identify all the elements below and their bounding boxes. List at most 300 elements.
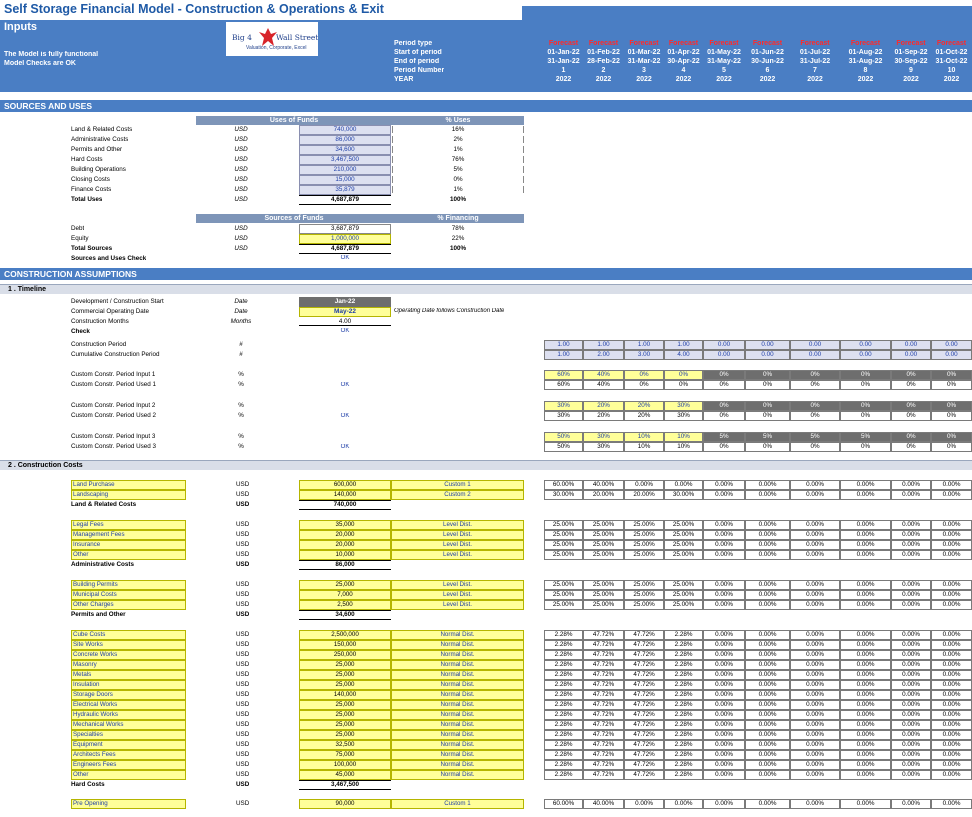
cost-item-currency: USD: [236, 521, 250, 528]
cost-item-cell: 0.00%: [840, 750, 891, 760]
cost-item-cell: 2.28%: [664, 650, 703, 660]
cost-item-cell: 0.00%: [931, 670, 972, 680]
cost-item-distribution[interactable]: Normal Dist.: [391, 730, 524, 740]
custom-input-cell[interactable]: 10%: [624, 432, 664, 442]
cost-item-label[interactable]: Pre Opening: [71, 799, 186, 809]
cost-item-cell: 0.00%: [891, 710, 931, 720]
cost-item-distribution[interactable]: Normal Dist.: [391, 680, 524, 690]
cost-item-cell: 0.00%: [840, 660, 891, 670]
cost-item-amount[interactable]: 250,000: [299, 650, 391, 660]
cost-item-cell: 0.00%: [790, 670, 840, 680]
cost-item-label[interactable]: Electrical Works: [71, 700, 186, 710]
period-cell: 1.00: [544, 350, 583, 360]
total-uses-label: Total Uses: [71, 196, 103, 203]
sources-label: Debt: [71, 225, 85, 232]
op-date-value[interactable]: May-22: [299, 307, 391, 317]
period-end: 30-Sep-22: [894, 58, 928, 65]
period-year: 2022: [675, 76, 692, 83]
cost-total-label: Administrative Costs: [71, 561, 134, 568]
cost-item-label[interactable]: Mechanical Works: [71, 720, 186, 730]
cost-item-cell: 25.00%: [624, 530, 664, 540]
cost-item-cell: 25.00%: [544, 520, 583, 530]
custom-input-cell[interactable]: 40%: [583, 370, 624, 380]
sources-currency: USD: [234, 225, 248, 232]
cost-item-cell: 0.00%: [891, 630, 931, 640]
cost-item-cell: 0.00%: [840, 630, 891, 640]
period-row-label: Start of period: [394, 49, 442, 56]
uses-amount: 15,000: [299, 175, 391, 185]
cost-item-cell: 0.00%: [703, 770, 745, 780]
period-row-label: End of period: [394, 58, 440, 65]
cost-item-distribution[interactable]: Custom 1: [391, 480, 524, 490]
cost-item-distribution[interactable]: Custom 1: [391, 799, 524, 809]
uses-percent: 0%: [392, 176, 524, 183]
cost-item-amount[interactable]: 75,000: [299, 750, 391, 760]
logo-text-1: Big 4: [232, 33, 252, 42]
cost-total-amount: 3,467,500: [299, 780, 391, 790]
cost-item-amount[interactable]: 32,500: [299, 740, 391, 750]
custom-input-cell: 0%: [891, 401, 931, 411]
cost-item-cell: 0.00%: [840, 600, 891, 610]
uses-percent: 1%: [392, 146, 524, 153]
cost-item-currency: USD: [236, 711, 250, 718]
custom-input-cell[interactable]: 30%: [544, 401, 583, 411]
period-cell: 0.00: [703, 340, 745, 350]
uses-percent: 16%: [392, 126, 524, 133]
cost-item-distribution[interactable]: Normal Dist.: [391, 740, 524, 750]
cost-item-cell: 47.72%: [583, 650, 624, 660]
cost-item-cell: 0.00%: [745, 670, 790, 680]
cost-item-cell: 0.00%: [840, 480, 891, 490]
cost-item-cell: 20.00%: [624, 490, 664, 500]
period-cell: 1.00: [624, 340, 664, 350]
cost-item-currency: USD: [236, 701, 250, 708]
period-type: Forecast: [850, 40, 881, 47]
cost-item-amount[interactable]: 140,000: [299, 690, 391, 700]
custom-used-cell: 60%: [544, 380, 583, 390]
cost-item-cell: 0.00%: [931, 480, 972, 490]
cost-item-label[interactable]: Insurance: [71, 540, 186, 550]
period-cell: 0.00: [891, 340, 931, 350]
cost-item-currency: USD: [236, 651, 250, 658]
cost-item-distribution[interactable]: Level Dist.: [391, 590, 524, 600]
cost-item-cell: 0.00%: [891, 480, 931, 490]
cost-item-cell: 0.00%: [703, 760, 745, 770]
cost-item-currency: USD: [236, 641, 250, 648]
cost-item-cell: 0.00%: [745, 799, 790, 809]
cost-item-cell: 0.00%: [840, 520, 891, 530]
dev-start-input[interactable]: Jan-22: [299, 297, 391, 307]
cost-item-amount[interactable]: 150,000: [299, 640, 391, 650]
cost-item-currency: USD: [236, 681, 250, 688]
cost-item-cell: 0.00%: [891, 520, 931, 530]
op-date-unit: Date: [234, 308, 248, 315]
cost-item-cell: 0.00%: [790, 660, 840, 670]
cost-item-label[interactable]: Legal Fees: [71, 520, 186, 530]
uses-label: Permits and Other: [71, 146, 123, 153]
cost-item-distribution[interactable]: Level Dist.: [391, 520, 524, 530]
cost-total-currency: USD: [236, 611, 250, 618]
custom-input-cell: 5%: [703, 432, 745, 442]
custom-input-unit: %: [238, 371, 244, 378]
cost-item-distribution[interactable]: Normal Dist.: [391, 710, 524, 720]
cost-item-cell: 2.28%: [664, 690, 703, 700]
custom-input-cell: 0%: [790, 401, 840, 411]
page-title: Self Storage Financial Model - Construction & Operations & Exit: [4, 2, 384, 16]
cost-item-distribution[interactable]: Normal Dist.: [391, 690, 524, 700]
cost-item-distribution[interactable]: Normal Dist.: [391, 650, 524, 660]
cost-item-cell: 0.00%: [745, 720, 790, 730]
cost-item-cell: 0.00%: [745, 490, 790, 500]
cost-item-currency: USD: [236, 541, 250, 548]
cost-item-cell: 40.00%: [583, 480, 624, 490]
custom-input-cell[interactable]: 0%: [664, 370, 703, 380]
custom-used-cell: 0%: [891, 442, 931, 452]
cost-item-cell: 0.00%: [891, 770, 931, 780]
cost-item-cell: 47.72%: [624, 720, 664, 730]
cost-item-cell: 0.00%: [891, 550, 931, 560]
cost-item-cell: 0.00%: [745, 690, 790, 700]
total-sources-currency: USD: [234, 245, 248, 252]
cost-item-amount[interactable]: 25,000: [299, 720, 391, 730]
custom-used-cell: 0%: [931, 380, 972, 390]
cost-item-amount[interactable]: 25,000: [299, 660, 391, 670]
cost-item-cell: 25.00%: [583, 530, 624, 540]
cost-item-currency: USD: [236, 591, 250, 598]
cost-item-cell: 0.00%: [703, 690, 745, 700]
cost-item-label[interactable]: Specialties: [71, 730, 186, 740]
sources-header: Sources of Funds: [196, 214, 392, 223]
cost-item-cell: 2.28%: [544, 680, 583, 690]
cost-item-label[interactable]: Equipment: [71, 740, 186, 750]
cost-item-cell: 0.00%: [703, 630, 745, 640]
cost-item-cell: 25.00%: [583, 600, 624, 610]
custom-input-cell[interactable]: 30%: [583, 432, 624, 442]
cost-item-cell: 0.00%: [840, 740, 891, 750]
custom-used-unit: %: [238, 381, 244, 388]
cost-item-distribution[interactable]: Normal Dist.: [391, 640, 524, 650]
cost-item-distribution[interactable]: Normal Dist.: [391, 750, 524, 760]
custom-check: OK: [340, 444, 350, 450]
cost-item-cell: 0.00%: [891, 799, 931, 809]
cost-item-label[interactable]: Storage Doors: [71, 690, 186, 700]
cost-item-cell: 0.00%: [703, 540, 745, 550]
uses-pct-header: % Uses: [392, 116, 524, 125]
cost-item-cell: 0.00%: [745, 770, 790, 780]
cost-total-currency: USD: [236, 501, 250, 508]
total-sources-label: Total Sources: [71, 245, 113, 252]
cost-item-label[interactable]: Other: [71, 770, 186, 780]
cost-item-cell: 0.00%: [931, 540, 972, 550]
cost-item-amount[interactable]: 10,000: [299, 550, 391, 560]
cost-item-label[interactable]: Metals: [71, 670, 186, 680]
cost-item-cell: 25.00%: [664, 550, 703, 560]
cost-item-cell: 2.28%: [544, 630, 583, 640]
cost-item-cell: 25.00%: [624, 600, 664, 610]
cost-item-cell: 0.00%: [703, 660, 745, 670]
cost-item-currency: USD: [236, 531, 250, 538]
cost-item-cell: 0.00%: [703, 590, 745, 600]
cost-item-cell: 0.00%: [931, 660, 972, 670]
cost-item-cell: 0.00%: [703, 700, 745, 710]
cost-item-amount[interactable]: 25,000: [299, 730, 391, 740]
cost-item-distribution[interactable]: Normal Dist.: [391, 660, 524, 670]
cost-item-cell: 0.00%: [745, 530, 790, 540]
cost-item-cell: 47.72%: [624, 640, 664, 650]
cost-item-label[interactable]: Masonry: [71, 660, 186, 670]
cost-item-cell: 47.72%: [583, 740, 624, 750]
cost-item-currency: USD: [236, 800, 250, 807]
cost-item-cell: 0.00%: [840, 530, 891, 540]
cost-item-cell: 2.28%: [664, 720, 703, 730]
period-start: 01-Jul-22: [799, 49, 831, 56]
cost-item-label[interactable]: Management Fees: [71, 530, 186, 540]
cost-item-cell: 0.00%: [931, 530, 972, 540]
cost-item-amount[interactable]: 100,000: [299, 760, 391, 770]
period-end: 31-Jul-22: [799, 58, 831, 65]
cost-item-cell: 0.00%: [840, 770, 891, 780]
cost-item-distribution[interactable]: Level Dist.: [391, 580, 524, 590]
cost-item-amount[interactable]: 25,000: [299, 700, 391, 710]
custom-input-cell[interactable]: 20%: [624, 401, 664, 411]
cost-item-cell: 30.00%: [664, 490, 703, 500]
cost-item-cell: 2.28%: [664, 760, 703, 770]
cost-item-label[interactable]: Other Charges: [71, 600, 186, 610]
cost-item-currency: USD: [236, 771, 250, 778]
sources-amount[interactable]: 1,000,000: [299, 234, 391, 244]
custom-input-cell: 0%: [745, 370, 790, 380]
period-row-unit: #: [239, 341, 243, 348]
custom-input-cell[interactable]: 0%: [624, 370, 664, 380]
cost-item-amount[interactable]: 90,000: [299, 799, 391, 809]
cost-item-distribution[interactable]: Level Dist.: [391, 530, 524, 540]
cost-item-cell: 47.72%: [624, 730, 664, 740]
cost-item-cell: 0.00%: [790, 760, 840, 770]
cost-item-label[interactable]: Architects Fees: [71, 750, 186, 760]
cost-item-amount[interactable]: 600,000: [299, 480, 391, 490]
cost-item-cell: 0.00%: [790, 750, 840, 760]
cost-item-cell: 0.00%: [703, 530, 745, 540]
period-cell: 1.00: [583, 340, 624, 350]
custom-used-cell: 0%: [745, 411, 790, 421]
custom-used-cell: 0%: [840, 411, 891, 421]
cost-item-distribution[interactable]: Normal Dist.: [391, 670, 524, 680]
cost-item-cell: 0.00%: [703, 580, 745, 590]
cost-item-label[interactable]: Engineers Fees: [71, 760, 186, 770]
cost-item-label[interactable]: Landscaping: [71, 490, 186, 500]
cost-item-amount[interactable]: 25,000: [299, 680, 391, 690]
logo-tagline: Valuation, Corporate, Excel: [246, 45, 307, 51]
cost-total-label: Permits and Other: [71, 611, 126, 618]
cost-item-cell: 47.72%: [624, 770, 664, 780]
cost-item-label[interactable]: Cube Costs: [71, 630, 186, 640]
uses-percent: 1%: [392, 186, 524, 193]
cost-item-distribution[interactable]: Normal Dist.: [391, 720, 524, 730]
cost-item-amount[interactable]: 20,000: [299, 540, 391, 550]
cost-item-distribution[interactable]: Normal Dist.: [391, 700, 524, 710]
cost-item-label[interactable]: Other: [71, 550, 186, 560]
cost-item-cell: 25.00%: [544, 590, 583, 600]
section-construction: CONSTRUCTION ASSUMPTIONS: [0, 268, 972, 280]
custom-input-cell[interactable]: 30%: [664, 401, 703, 411]
cost-item-cell: 0.00%: [891, 670, 931, 680]
company-logo: [226, 22, 318, 56]
dev-start-label: Development / Construction Start: [71, 298, 164, 305]
uses-amount: 86,000: [299, 135, 391, 145]
cost-item-cell: 0.00%: [745, 520, 790, 530]
cost-item-amount[interactable]: 2,500,000: [299, 630, 391, 640]
custom-input-label: Custom Constr. Period Input 3: [71, 433, 156, 440]
uses-currency: USD: [234, 186, 248, 193]
cost-item-cell: 0.00%: [891, 690, 931, 700]
period-cell: 0.00: [840, 350, 891, 360]
custom-input-cell[interactable]: 50%: [544, 432, 583, 442]
cost-item-cell: 25.00%: [583, 550, 624, 560]
cost-item-cell: 0.00%: [931, 680, 972, 690]
cost-item-cell: 0.00%: [790, 799, 840, 809]
period-start: 01-Apr-22: [667, 49, 700, 56]
custom-input-cell: 0%: [931, 370, 972, 380]
cost-item-currency: USD: [236, 751, 250, 758]
cost-item-cell: 2.28%: [544, 730, 583, 740]
cost-item-amount[interactable]: 35,000: [299, 520, 391, 530]
cost-item-distribution[interactable]: Custom 2: [391, 490, 524, 500]
cost-item-cell: 40.00%: [583, 799, 624, 809]
cost-item-label[interactable]: Land Purchase: [71, 480, 186, 490]
uses-currency: USD: [234, 126, 248, 133]
cost-item-cell: 0.00%: [745, 750, 790, 760]
cost-item-amount[interactable]: 45,000: [299, 770, 391, 780]
cost-item-cell: 47.72%: [624, 700, 664, 710]
cost-item-distribution[interactable]: Normal Dist.: [391, 760, 524, 770]
cost-item-amount[interactable]: 2,500: [299, 600, 391, 610]
uses-percent: 76%: [392, 156, 524, 163]
period-year: 2022: [555, 76, 572, 83]
cost-item-cell: 2.28%: [664, 750, 703, 760]
cost-item-cell: 0.00%: [931, 740, 972, 750]
cost-item-cell: 0.00%: [790, 600, 840, 610]
cost-item-cell: 2.28%: [664, 740, 703, 750]
total-sources-amount: 4,687,879: [299, 244, 391, 254]
cost-item-cell: 0.00%: [840, 730, 891, 740]
cost-item-cell: 0.00%: [703, 730, 745, 740]
cost-item-cell: 47.72%: [624, 750, 664, 760]
custom-input-cell[interactable]: 10%: [664, 432, 703, 442]
sources-pct-header: % Financing: [392, 214, 524, 223]
cost-item-distribution[interactable]: Normal Dist.: [391, 770, 524, 780]
uses-label: Building Operations: [71, 166, 126, 173]
period-cell: 2.00: [583, 350, 624, 360]
cost-item-amount[interactable]: 20,000: [299, 530, 391, 540]
cost-item-distribution[interactable]: Level Dist.: [391, 600, 524, 610]
cost-item-amount[interactable]: 25,000: [299, 710, 391, 720]
period-year: 2022: [903, 76, 919, 83]
cost-item-cell: 0.00%: [891, 720, 931, 730]
period-row-label: Construction Period: [71, 341, 127, 348]
cost-item-cell: 0.00%: [664, 799, 703, 809]
cost-item-cell: 0.00%: [745, 730, 790, 740]
cost-item-cell: 0.00%: [745, 540, 790, 550]
cost-item-label[interactable]: Insulation: [71, 680, 186, 690]
custom-used-cell: 30%: [664, 411, 703, 421]
cost-item-cell: 0.00%: [745, 580, 790, 590]
cost-item-cell: 0.00%: [703, 710, 745, 720]
cost-item-cell: 47.72%: [624, 660, 664, 670]
cost-item-cell: 2.28%: [664, 710, 703, 720]
cost-item-cell: 0.00%: [790, 550, 840, 560]
cost-item-cell: 0.00%: [703, 720, 745, 730]
cost-item-amount[interactable]: 25,000: [299, 670, 391, 680]
cost-item-cell: 0.00%: [891, 730, 931, 740]
total-uses-amount: 4,687,879: [299, 195, 391, 205]
cost-item-cell: 47.72%: [583, 710, 624, 720]
custom-input-cell[interactable]: 60%: [544, 370, 583, 380]
cost-item-cell: 47.72%: [624, 630, 664, 640]
cost-item-cell: 0.00%: [891, 580, 931, 590]
custom-used-cell: 0%: [931, 442, 972, 452]
period-num: 8: [863, 67, 868, 74]
cost-item-cell: 0.00%: [790, 680, 840, 690]
custom-used-label: Custom Constr. Period Used 3: [71, 443, 157, 450]
uses-label: Hard Costs: [71, 156, 103, 163]
cost-item-cell: 0.00%: [931, 490, 972, 500]
cost-item-label[interactable]: Municipal Costs: [71, 590, 186, 600]
cost-item-cell: 0.00%: [931, 799, 972, 809]
custom-used-cell: 0%: [745, 442, 790, 452]
uses-percent: 2%: [392, 136, 524, 143]
cost-item-cell: 0.00%: [840, 540, 891, 550]
custom-input-cell: 0%: [703, 370, 745, 380]
period-cell: 0.00: [790, 340, 840, 350]
cost-item-cell: 47.72%: [583, 640, 624, 650]
cost-item-cell: 47.72%: [624, 680, 664, 690]
cost-item-cell: 0.00%: [790, 650, 840, 660]
cost-item-amount[interactable]: 25,000: [299, 580, 391, 590]
cost-item-cell: 47.72%: [583, 720, 624, 730]
cost-item-label[interactable]: Hydraulic Works: [71, 710, 186, 720]
cost-item-cell: 0.00%: [790, 520, 840, 530]
cost-item-cell: 0.00%: [745, 640, 790, 650]
cost-item-cell: 0.00%: [790, 540, 840, 550]
cost-item-cell: 25.00%: [544, 530, 583, 540]
cost-item-cell: 25.00%: [664, 540, 703, 550]
cost-item-label[interactable]: Concrete Works: [71, 650, 186, 660]
cost-item-cell: 2.28%: [664, 660, 703, 670]
cost-item-cell: 0.00%: [891, 760, 931, 770]
cost-item-label[interactable]: Site Works: [71, 640, 186, 650]
cost-item-cell: 0.00%: [745, 660, 790, 670]
cost-item-cell: 0.00%: [790, 730, 840, 740]
cost-item-distribution[interactable]: Level Dist.: [391, 550, 524, 560]
period-row-label: Cumulative Construction Period: [71, 351, 160, 358]
custom-used-cell: 0%: [790, 380, 840, 390]
op-date-note: Operating Date follows Construction Date: [394, 308, 505, 314]
cost-item-amount[interactable]: 7,000: [299, 590, 391, 600]
cost-item-amount[interactable]: 140,000: [299, 490, 391, 500]
cost-item-cell: 0.00%: [745, 710, 790, 720]
cost-item-cell: 25.00%: [664, 520, 703, 530]
cost-item-label[interactable]: Building Permits: [71, 580, 186, 590]
cost-item-cell: 2.28%: [664, 680, 703, 690]
custom-input-cell[interactable]: 20%: [583, 401, 624, 411]
custom-input-label: Custom Constr. Period Input 1: [71, 371, 156, 378]
cost-item-cell: 0.00%: [931, 590, 972, 600]
cost-item-distribution[interactable]: Level Dist.: [391, 540, 524, 550]
cost-item-cell: 25.00%: [664, 580, 703, 590]
cost-item-cell: 0.00%: [790, 770, 840, 780]
cost-item-distribution[interactable]: Normal Dist.: [391, 630, 524, 640]
period-cell: 0.00: [790, 350, 840, 360]
